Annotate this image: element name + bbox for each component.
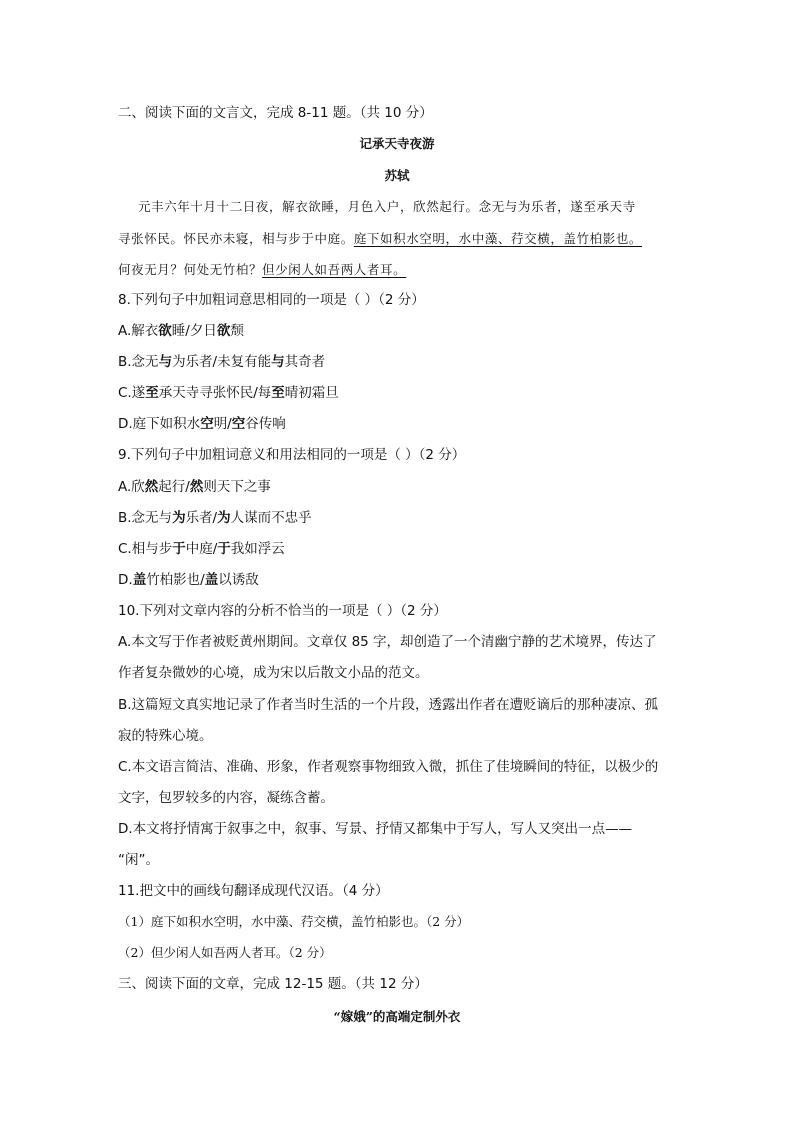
passage-line-2-plain: 寻张怀民。怀民亦未寝，相与步于中庭。 (118, 231, 354, 246)
q9-option-b: B.念无与为乐者/为人谋而不忠乎 (118, 510, 312, 526)
passage-author: 苏轼 (384, 168, 410, 183)
bold-word: 于 (172, 541, 186, 557)
q8-option-a: A.解衣欲睡/夕日欲颓 (118, 323, 244, 339)
underlined-sentence-2: 但少闲人如吾两人者耳。 (262, 262, 407, 277)
q8-option-b: B.念无与为乐者/未复有能与其奇者 (118, 354, 326, 370)
q10-option-a-line2: 作者复杂微妙的心境，成为宋以后散文小品的范文。 (118, 665, 429, 681)
bold-word: 盖 (132, 572, 147, 588)
q8-option-d: D.庭下如积水空明/空谷传响 (118, 416, 286, 432)
q9-stem: 9.下列句子中加粗词意义和用法相同的一项是（ ）（2 分） (118, 447, 466, 463)
underlined-sentence-1: 庭下如积水空明，水中藻、荇交横，盖竹柏影也。 (353, 231, 643, 246)
bold-word: 为 (172, 510, 186, 526)
bold-word: 与 (158, 354, 173, 370)
passage-line-3 (118, 261, 678, 279)
passage-line-2 (118, 230, 678, 248)
section3-heading: 三、阅读下面的文章，完成 12-15 题。（共 12 分） (118, 976, 428, 992)
bold-word: 至 (145, 385, 159, 401)
q10-option-d-line2: “闲”。 (118, 852, 159, 868)
bold-word: 与 (271, 354, 285, 370)
bold-word: 空 (200, 416, 214, 432)
q9-option-c: C.相与步于中庭/于我如浮云 (118, 541, 285, 557)
q10-option-c-line1: C.本文语言简洁、准确、形象，作者观察事物细致入微，抓住了佳境瞬间的特征，以极少的 (118, 759, 659, 775)
q11-sub-1: （1）庭下如积水空明，水中藻、荇交横，盖竹柏影也。（2 分） (118, 914, 470, 929)
section2-heading: 二、阅读下面的文言文，完成 8-11 题。（共 10 分） (118, 105, 433, 121)
bold-word: 然 (144, 479, 159, 495)
q10-option-b-line1: B.这篇短文真实地记录了作者当时生活的一个片段，透露出作者在遭贬谪后的那种凄凉、孤 (118, 697, 659, 713)
bold-word: 然 (189, 479, 204, 495)
q9-option-a: A.欣然起行/然则天下之事 (118, 479, 271, 495)
q10-stem: 10.下列对文章内容的分析不恰当的一项是（ ）（2 分） (118, 603, 447, 619)
bold-word: 盖 (204, 572, 219, 588)
q8-option-c: C.遂至承天寺寻张怀民/每至晴初霜旦 (118, 385, 339, 401)
q11-stem: 11.把文中的画线句翻译成现代汉语。（4 分） (118, 883, 389, 899)
section3-title: “嫁娥”的高端定制外衣 (333, 1009, 461, 1024)
bold-word: 欲 (216, 323, 231, 339)
passage-line-3-plain: 何夜无月？何处无竹柏？ (118, 262, 263, 277)
q9-option-d: D.盖竹柏影也/盖以诱敌 (118, 572, 259, 588)
q10-option-a-line1: A.本文写于作者被贬黄州期间。文章仅 85 字，却创造了一个清幽宁静的艺术境界，传达了 (118, 634, 657, 650)
q11-sub-2: （2）但少闲人如吾两人者耳。（2 分） (118, 945, 332, 960)
q8-stem: 8.下列句子中加粗词意思相同的一项是（ ）（2 分） (118, 292, 425, 308)
bold-word: 空 (231, 416, 246, 432)
bold-word: 为 (217, 510, 231, 526)
q10-option-d-line1: D.本文将抒情寓于叙事之中，叙事、写景、抒情又都集中于写人，写人又突出一点—— (118, 821, 633, 837)
bold-word: 至 (271, 385, 285, 401)
passage-title: 记承天寺夜游 (359, 136, 435, 151)
bold-word: 欲 (158, 323, 172, 339)
passage-line-1: 元丰六年十月十二日夜，解衣欲睡，月色入户，欣然起行。念无与为乐者，遂至承天寺 (138, 199, 636, 214)
bold-word: 于 (217, 541, 231, 557)
q10-option-c-line2: 文字，包罗较多的内容，凝练含蓄。 (118, 790, 334, 806)
q10-option-b-line2: 寂的特殊心境。 (118, 728, 213, 744)
